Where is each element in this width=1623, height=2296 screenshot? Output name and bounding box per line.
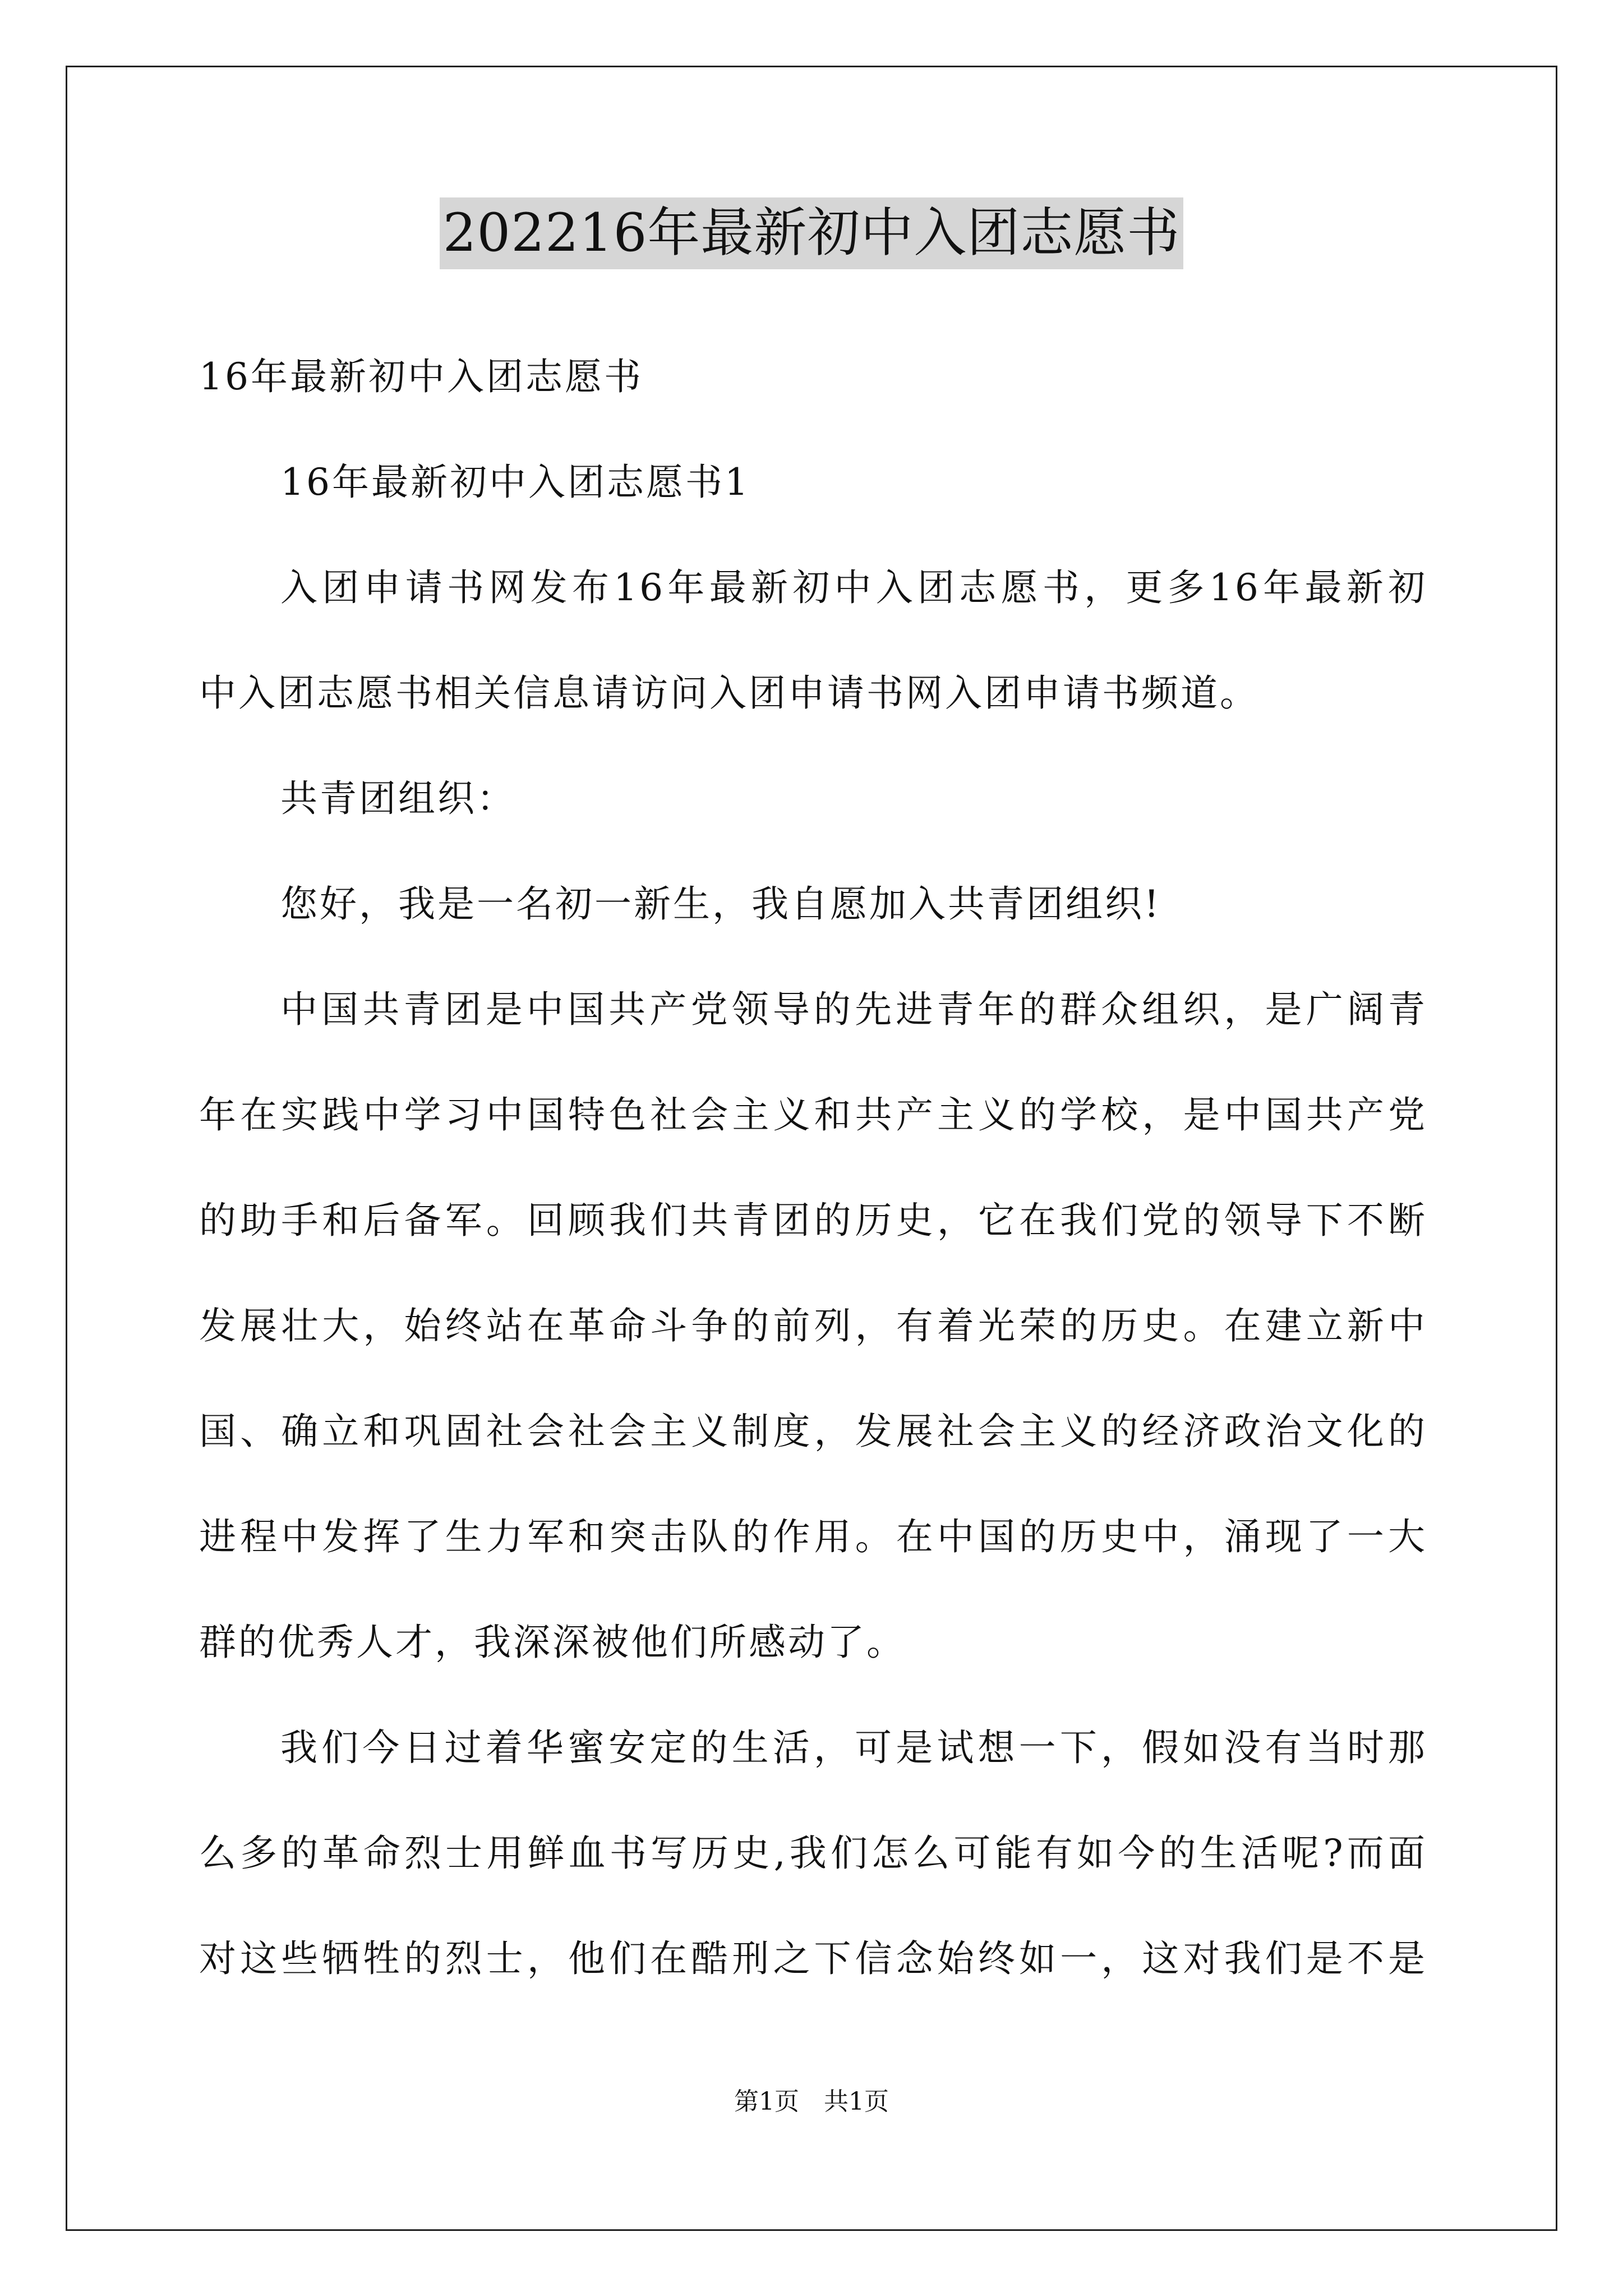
title-container xyxy=(0,197,1623,269)
paragraph-line: 入团申请书网发布16年最新初中入团志愿书，更多16年最新初 xyxy=(280,566,1427,609)
paragraph-line: 国、确立和巩固社会社会主义制度，发展社会主义的经济政治文化的 xyxy=(199,1410,1427,1453)
paragraph-line: 您好，我是一名初一新生，我自愿加入共青团组织! xyxy=(280,882,1161,926)
paragraph-line: 么多的革命烈士用鲜血书写历史,我们怎么可能有如今的生活呢?而面 xyxy=(199,1832,1427,1875)
salutation-line: 共青团组织： xyxy=(280,777,516,820)
paragraph-line: 对这些牺牲的烈士，他们在酷刑之下信念始终如一，这对我们是不是 xyxy=(199,1937,1427,1980)
paragraph-line: 的助手和后备军。回顾我们共青团的历史，它在我们党的领导下不断 xyxy=(199,1199,1427,1242)
paragraph-line: 中入团志愿书相关信息请访问入团申请书网入团申请书频道。 xyxy=(199,671,1259,715)
subtitle-line: 16年最新初中入团志愿书 xyxy=(199,355,643,398)
section-heading: 16年最新初中入团志愿书1 xyxy=(280,461,750,504)
paragraph-line: 中国共青团是中国共产党领导的先进青年的群众组织，是广阔青 xyxy=(280,988,1427,1031)
paragraph-line: 群的优秀人才，我深深被他们所感动了。 xyxy=(199,1621,906,1664)
paragraph-line: 我们今日过着华蜜安定的生活，可是试想一下，假如没有当时那 xyxy=(280,1726,1427,1769)
document-title: 202216年最新初中入团志愿书 xyxy=(440,197,1184,269)
paragraph-line: 发展壮大，始终站在革命斗争的前列，有着光荣的历史。在建立新中 xyxy=(199,1304,1427,1347)
page-number-footer: 第1页 共1页 xyxy=(734,2087,889,2116)
paragraph-line: 年在实践中学习中国特色社会主义和共产主义的学校，是中国共产党 xyxy=(199,1093,1427,1137)
paragraph-line: 进程中发挥了生力军和突击队的作用。在中国的历史中，涌现了一大 xyxy=(199,1515,1427,1558)
